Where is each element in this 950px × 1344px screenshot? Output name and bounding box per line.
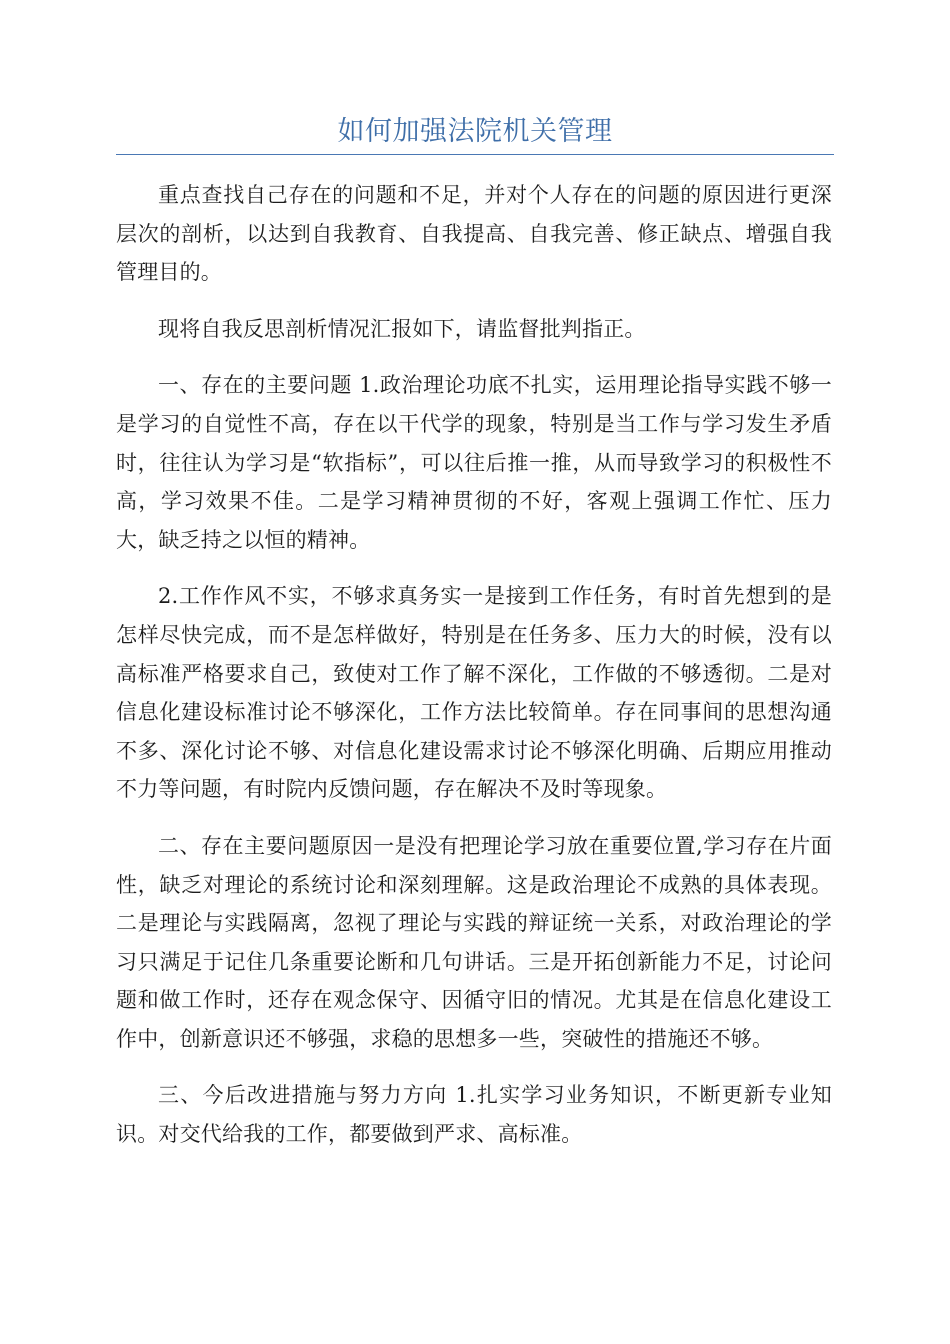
document-body	[116, 176, 832, 1172]
paragraph-report-notice: 现将自我反思剖析情况汇报如下，请监督批判指正。	[158, 316, 646, 341]
paragraph-work-style: 2.工作作风不实，不够求真务实一是接到工作任务，有时首先想到的是怎样尽快完成，而不是怎样做好，特别是在任务多、压力大的时候，没有以高标准严格要求自己，致使对工作了解不深化，工作做的不够透彻。二是对信息化建设标准讨论不够深化，工作方法比较简单。存在同事间的思想沟通不多、深化讨论不够、对信息化建设需求讨论不够深化明确、后期应用推动不力等问题，有时院内反馈问题，存在解决不及时等现象。	[116, 584, 832, 802]
paragraph-problem-causes: 二、存在主要问题原因一是没有把理论学习放在重要位置,学习存在片面性，缺乏对理论的系统讨论和深刻理解。这是政治理论不成熟的具体表现。二是理论与实践隔离，忽视了理论与实践的辩证统一关系，对政治理论的学习只满足于记住几条重要论断和几句讲话。三是开拓创新能力不足，讨论问题和做工作时，还存在观念保守、因循守旧的情况。尤其是在信息化建设工作中，创新意识还不够强，求稳的思想多一些，突破性的措施还不够。	[116, 833, 832, 1051]
paragraph-improvement-measures: 三、今后改进措施与努力方向 1.扎实学习业务知识，不断更新专业知识。对交代给我的工作，都要做到严求、高标准。	[116, 1083, 832, 1147]
title-underline	[116, 154, 834, 155]
paragraph-main-problems: 一、存在的主要问题 1.政治理论功底不扎实，运用理论指导实践不够一是学习的自觉性不高，存在以干代学的现象，特别是当工作与学习发生矛盾时，往往认为学习是“软指标”，可以往后推一推，从而导致学习的积极性不高，学习效果不佳。二是学习精神贯彻的不好，客观上强调工作忙、压力大，缺乏持之以恒的精神。	[116, 373, 832, 552]
document-title: 如何加强法院机关管理	[337, 116, 613, 147]
paragraph-intro: 重点查找自己存在的问题和不足，并对个人存在的问题的原因进行更深层次的剖析，以达到自我教育、自我提高、自我完善、修正缺点、增强自我管理目的。	[116, 183, 832, 285]
